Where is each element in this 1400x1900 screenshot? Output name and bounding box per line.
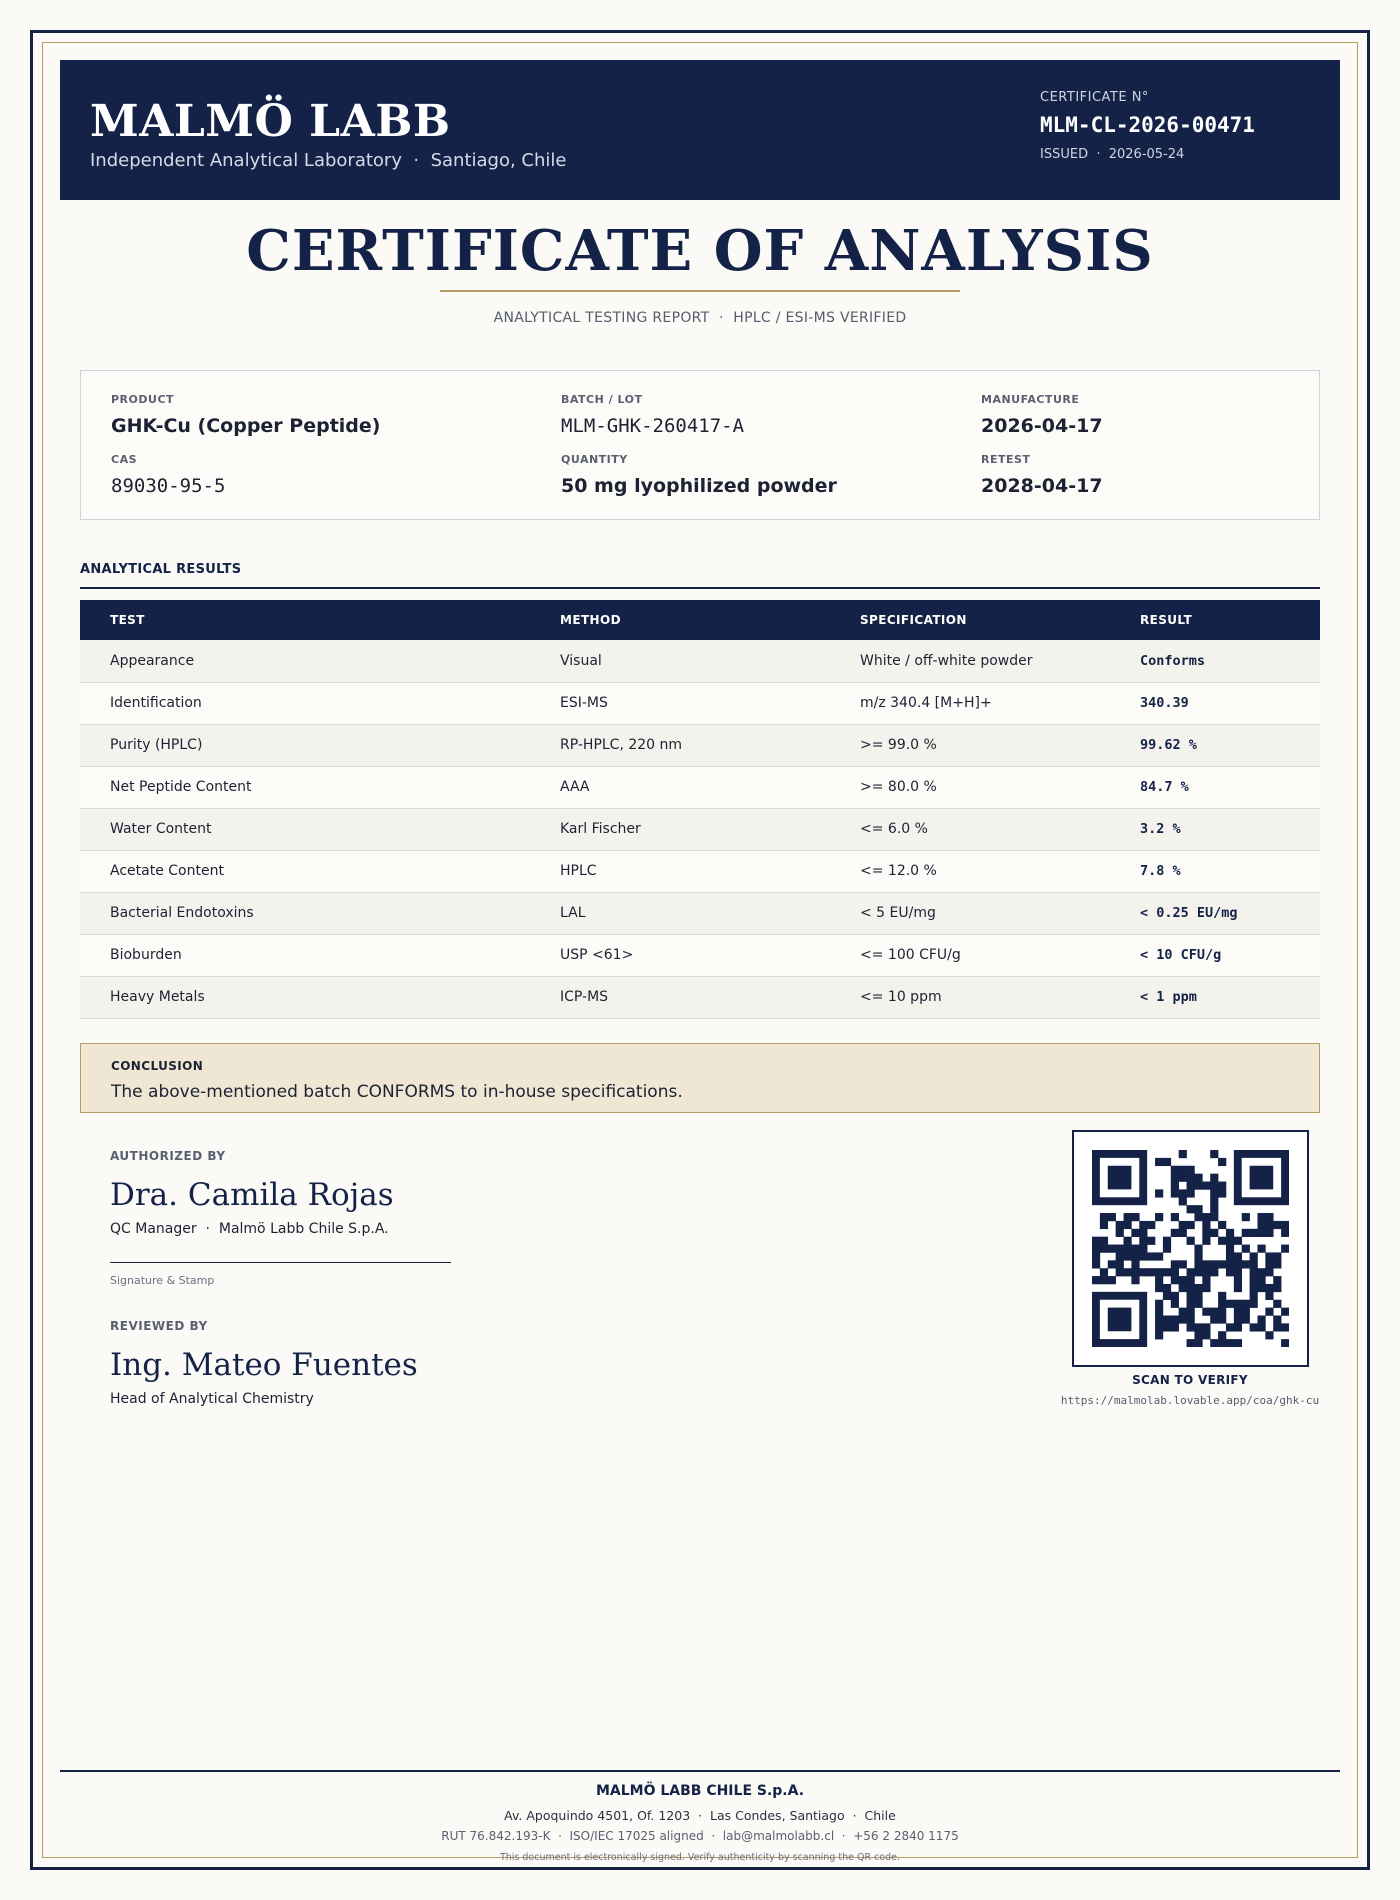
- certificate-label: CERTIFICATE N°: [1040, 90, 1149, 105]
- authorized-block: [110, 1149, 394, 1237]
- authorized-name: Dra. Camila Rojas: [110, 1177, 394, 1213]
- batch-label: BATCH / LOT: [561, 393, 643, 406]
- manufacture-field: [981, 393, 1103, 437]
- cell-test: Purity (HPLC): [80, 724, 530, 766]
- conclusion-text: The above-mentioned batch CONFORMS to in-house specifications.: [111, 1082, 683, 1102]
- authorized-role: QC Manager · Malmö Labb Chile S.p.A.: [110, 1221, 389, 1237]
- quantity-value: 50 mg lyophilized powder: [561, 475, 837, 497]
- results-section-title: ANALYTICAL RESULTS: [80, 562, 242, 577]
- cell-method: LAL: [530, 892, 830, 934]
- table-row: [80, 682, 1320, 724]
- cell-method: ICP-MS: [530, 976, 830, 1018]
- cell-method: AAA: [530, 766, 830, 808]
- table-row: [80, 808, 1320, 850]
- cell-result: 99.62 %: [1110, 724, 1320, 766]
- cell-specification: m/z 340.4 [M+H]+: [830, 682, 1110, 724]
- cell-test: Water Content: [80, 808, 530, 850]
- cell-result: < 0.25 EU/mg: [1110, 892, 1320, 934]
- document-title: CERTIFICATE OF ANALYSIS: [246, 218, 1154, 284]
- reviewed-role: Head of Analytical Chemistry: [110, 1391, 314, 1407]
- column-header-result: RESULT: [1110, 600, 1320, 640]
- footer-company: MALMÖ LABB CHILE S.p.A.: [595, 1783, 805, 1799]
- cell-method: RP-HPLC, 220 nm: [530, 724, 830, 766]
- cell-specification: >= 80.0 %: [830, 766, 1110, 808]
- cell-specification: <= 12.0 %: [830, 850, 1110, 892]
- results-table-body: [80, 640, 1320, 1018]
- issued-date: ISSUED · 2026-05-24: [1040, 147, 1185, 162]
- footer-address: Av. Apoquindo 4501, Of. 1203 · Las Condes, Santiago · Chile: [504, 1808, 896, 1823]
- table-row: [80, 724, 1320, 766]
- qr-code-graphic: [1092, 1150, 1289, 1347]
- product-info-box: [80, 370, 1320, 520]
- cell-specification: <= 10 ppm: [830, 976, 1110, 1018]
- qr-caption: SCAN TO VERIFY: [1132, 1373, 1248, 1387]
- cell-result: 3.2 %: [1110, 808, 1320, 850]
- certificate-block: [1040, 90, 1255, 162]
- certificate-number: MLM-CL-2026-00471: [1040, 113, 1255, 137]
- table-row: [80, 976, 1320, 1018]
- footer-identifiers: RUT 76.842.193-K · ISO/IEC 17025 aligned · lab@malmolabb.cl · +56 2 2840 1175: [441, 1829, 959, 1843]
- cell-test: Identification: [80, 682, 530, 724]
- letterhead: [60, 60, 1340, 200]
- lab-brand: MALMÖ LABB: [90, 96, 451, 147]
- conclusion-box: [80, 1043, 1320, 1113]
- manufacture-label: MANUFACTURE: [981, 393, 1080, 406]
- title-underline: [440, 290, 960, 292]
- cell-test: Bioburden: [80, 934, 530, 976]
- cell-method: Karl Fischer: [530, 808, 830, 850]
- product-value: GHK-Cu (Copper Peptide): [111, 415, 381, 437]
- retest-label: RETEST: [981, 453, 1031, 466]
- signature-caption: Signature & Stamp: [110, 1274, 215, 1287]
- product-label: PRODUCT: [111, 393, 175, 406]
- cell-test: Appearance: [80, 640, 530, 682]
- column-header-method: METHOD: [530, 600, 830, 640]
- authorized-label: AUTHORIZED BY: [110, 1149, 226, 1163]
- table-row: [80, 766, 1320, 808]
- batch-value: MLM-GHK-260417-A: [561, 415, 745, 437]
- cell-test: Bacterial Endotoxins: [80, 892, 530, 934]
- reviewed-label: REVIEWED BY: [110, 1319, 208, 1333]
- document-subtitle: ANALYTICAL TESTING REPORT · HPLC / ESI-MS VERIFIED: [493, 310, 907, 326]
- cell-method: USP <61>: [530, 934, 830, 976]
- table-row: [80, 850, 1320, 892]
- retest-value: 2028-04-17: [981, 475, 1103, 497]
- batch-field: [561, 393, 744, 437]
- cell-method: ESI-MS: [530, 682, 830, 724]
- footer-note: This document is electronically signed. Verify authenticity by scanning the QR code.: [499, 1852, 901, 1863]
- cell-test: Net Peptide Content: [80, 766, 530, 808]
- table-row: [80, 892, 1320, 934]
- cell-test: Heavy Metals: [80, 976, 530, 1018]
- cell-specification: <= 100 CFU/g: [830, 934, 1110, 976]
- cell-result: 340.39: [1110, 682, 1320, 724]
- qr-verify-url[interactable]: https://malmolab.lovable.app/coa/ghk-cu: [1060, 1394, 1320, 1407]
- results-section-rule: [80, 587, 1320, 589]
- column-header-specification: SPECIFICATION: [830, 600, 1110, 640]
- cell-method: Visual: [530, 640, 830, 682]
- results-table: [80, 600, 1320, 1019]
- cas-field: [111, 453, 225, 497]
- cell-result: < 1 ppm: [1110, 976, 1320, 1018]
- cell-result: 7.8 %: [1110, 850, 1320, 892]
- manufacture-value: 2026-04-17: [981, 415, 1103, 437]
- cell-specification: >= 99.0 %: [830, 724, 1110, 766]
- cell-result: Conforms: [1110, 640, 1320, 682]
- cell-specification: < 5 EU/mg: [830, 892, 1110, 934]
- cell-result: 84.7 %: [1110, 766, 1320, 808]
- cas-value: 89030-95-5: [111, 475, 226, 497]
- table-row: [80, 934, 1320, 976]
- quantity-field: [561, 453, 837, 497]
- cell-method: HPLC: [530, 850, 830, 892]
- table-row: [80, 640, 1320, 682]
- cell-specification: <= 6.0 %: [830, 808, 1110, 850]
- cell-result: < 10 CFU/g: [1110, 934, 1320, 976]
- lab-tagline: Independent Analytical Laboratory · Santiago, Chile: [90, 150, 567, 171]
- reviewed-name: Ing. Mateo Fuentes: [110, 1347, 418, 1383]
- quantity-label: QUANTITY: [561, 453, 628, 466]
- cell-test: Acetate Content: [80, 850, 530, 892]
- qr-code-icon[interactable]: [1072, 1130, 1309, 1367]
- footer-rule: [60, 1770, 1340, 1772]
- column-header-test: TEST: [80, 600, 530, 640]
- product-field: [111, 393, 380, 437]
- cell-specification: White / off-white powder: [830, 640, 1110, 682]
- conclusion-label: CONCLUSION: [111, 1059, 204, 1073]
- table-header-row: [80, 600, 1320, 640]
- retest-field: [981, 453, 1103, 497]
- cas-label: CAS: [111, 453, 138, 466]
- reviewed-block: [110, 1319, 418, 1407]
- signature-line: [110, 1262, 451, 1263]
